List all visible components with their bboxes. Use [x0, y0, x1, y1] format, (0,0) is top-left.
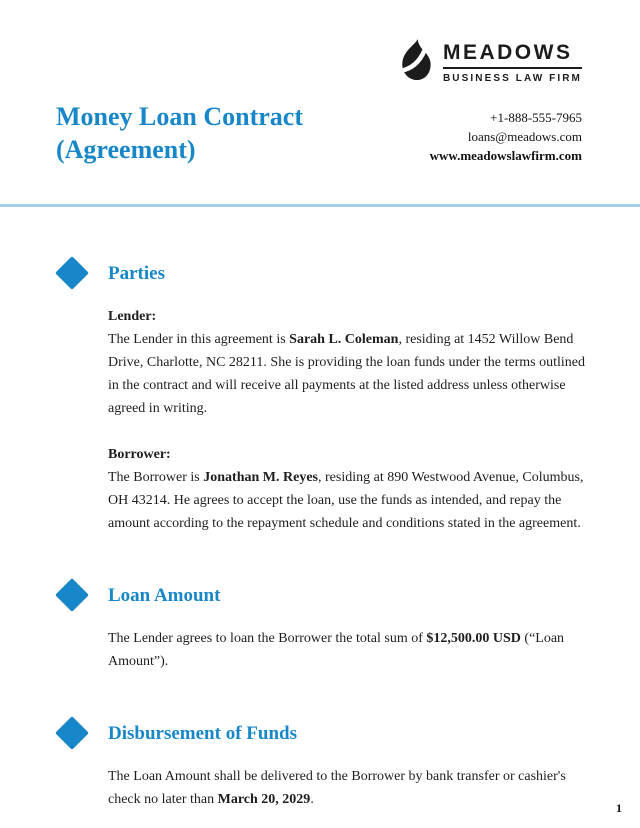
section-body — [108, 627, 588, 673]
contact-website: www.meadowslawfirm.com — [429, 148, 582, 163]
paragraph-block — [108, 305, 588, 420]
paragraph-label: Borrower: — [108, 447, 171, 462]
section-head — [56, 717, 582, 749]
document-header — [0, 0, 640, 166]
logo-name: MEADOWS — [443, 42, 582, 69]
logo-tagline: BUSINESS LAW FIRM — [442, 72, 582, 84]
flame-leaf-icon — [396, 38, 436, 87]
diamond-bullet-icon — [56, 579, 88, 611]
contact-info — [430, 108, 582, 166]
paragraph-text: The Borrower is Jonathan M. Reyes, residing at 890 Westwood Avenue, Columbus, OH 43214. He agrees to accept the loan, use the funds as intended, and repay the amount according to the repayment schedule and conditions stated in the agreement. — [108, 470, 584, 531]
paragraph-block — [108, 765, 588, 811]
logo-text — [443, 42, 582, 84]
contract-section — [56, 579, 582, 673]
section-body — [108, 305, 588, 535]
paragraph-text: The Loan Amount shall be delivered to the Borrower by bank transfer or cashier's check no later than March 20, 2029. — [108, 769, 566, 807]
sections — [0, 207, 640, 811]
section-head — [56, 579, 582, 611]
logo-row — [56, 38, 582, 87]
paragraph-label: Lender: — [108, 309, 157, 324]
diamond-bullet-icon — [56, 257, 88, 289]
diamond-bullet-icon — [56, 717, 88, 749]
paragraph-text: The Lender agrees to loan the Borrower the total sum of $12,500.00 USD (“Loan Amount”). — [108, 631, 565, 669]
paragraph-text: The Lender in this agreement is Sarah L. Coleman, residing at 1452 Willow Bend Drive, Charlotte, NC 28211. She is providing the loan funds under the terms outlined in the contract and will receive all payments at the listed address unless otherwise agreed in writing. — [108, 332, 585, 416]
contract-section — [56, 717, 582, 811]
section-title: Parties — [108, 262, 165, 284]
contract-section — [56, 257, 585, 535]
section-title: Loan Amount — [108, 584, 221, 606]
paragraph-block — [108, 443, 588, 535]
document-title: Money Loan Contract (Agreement) — [56, 102, 303, 164]
section-body — [108, 765, 588, 811]
meadows-logo — [396, 38, 582, 87]
title-row — [56, 101, 582, 166]
contact-email: loans@meadows.com — [467, 129, 582, 144]
section-title: Disbursement of Funds — [108, 722, 297, 744]
page-number: 1 — [616, 801, 622, 815]
paragraph-block — [108, 627, 588, 673]
section-head — [56, 257, 582, 289]
contact-phone: +1-888-555-7965 — [490, 110, 582, 125]
